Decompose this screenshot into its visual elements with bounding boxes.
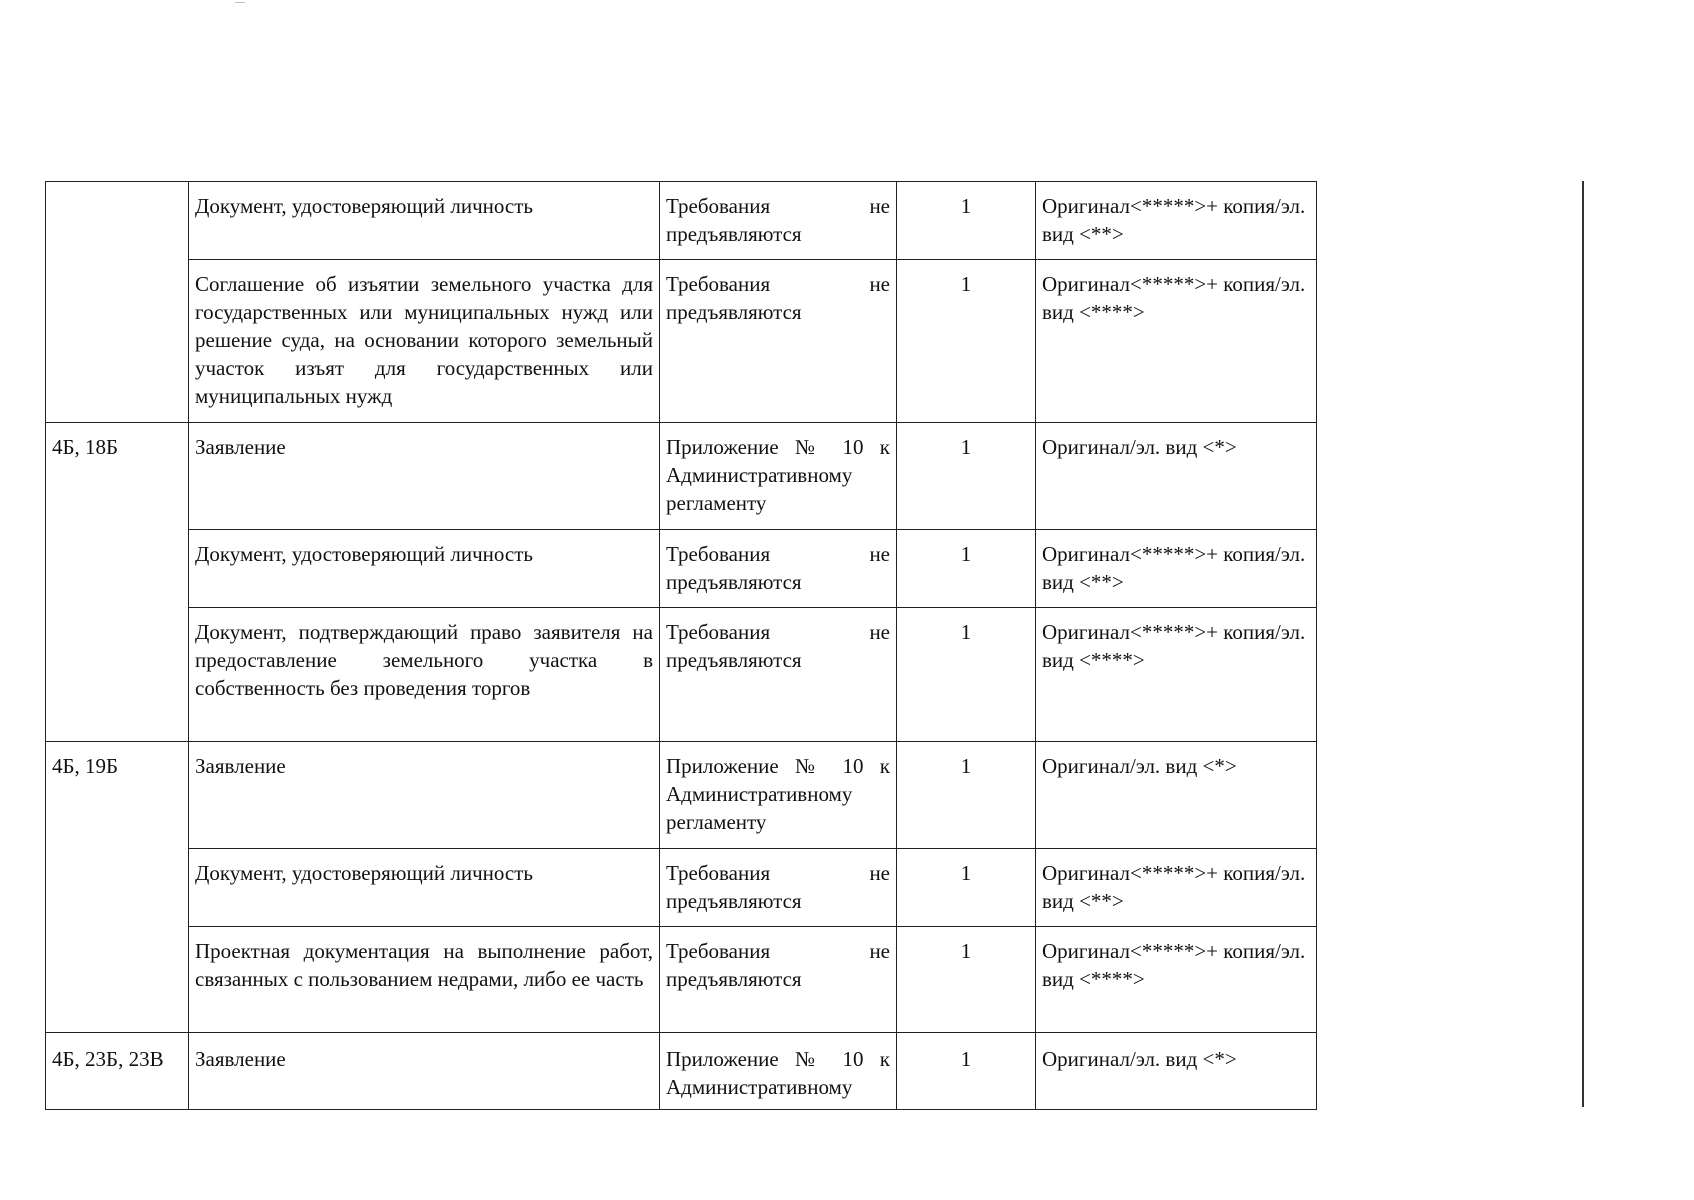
requirements-word: не [869,620,890,644]
requirements-word: не [869,939,890,963]
quantity-cell: 1 [897,260,1036,423]
table-row [46,182,1317,260]
table-row [46,927,1317,1033]
document-name-cell: Заявление [189,423,660,530]
table-row [46,423,1317,530]
requirements-word: предъявляются [666,222,802,246]
requirements-word: не [869,861,890,885]
form-cell: Оригинал/эл. вид <*> [1036,423,1317,530]
document-name-cell: Проектная документация на выполнение работ, связанных с пользованием недрами, либо ее часть [189,927,660,1033]
form-cell: Оригинал<*****>+ копия/эл. вид <****> [1036,608,1317,742]
requirements-cell [660,608,897,742]
requirements-cell: Приложение № 10 к Административному [660,1033,897,1110]
requirements-word: предъявляются [666,570,802,594]
quantity-cell: 1 [897,608,1036,742]
group-code-cell: 4Б, 18Б [46,423,189,742]
margin-rule [1582,181,1584,1107]
table-row [46,608,1317,742]
requirements-cell [660,182,897,260]
requirements-word: не [869,194,890,218]
requirements-word: предъявляются [666,648,802,672]
group-code-cell: 4Б, 23Б, 23В [46,1033,189,1110]
form-cell: Оригинал<*****>+ копия/эл. вид <****> [1036,927,1317,1033]
document-name-cell: Документ, подтверждающий право заявителя на предоставление земельного участка в собственность без проведения торгов [189,608,660,742]
requirements-word: предъявляются [666,300,802,324]
requirements-word: не [869,272,890,296]
requirements-word: Требования [666,939,771,963]
table-row [46,530,1317,608]
quantity-cell: 1 [897,182,1036,260]
form-cell: Оригинал<*****>+ копия/эл. вид <**> [1036,182,1317,260]
requirements-word: предъявляются [666,967,802,991]
quantity-cell: 1 [897,530,1036,608]
document-name-cell: Заявление [189,1033,660,1110]
table-row [46,849,1317,927]
requirements-word: Требования [666,620,771,644]
requirements-cell: Приложение № 10 к Административному регламенту [660,742,897,849]
group-code-cell [46,182,189,423]
document-name-cell: Соглашение об изъятии земельного участка для государственных или муниципальных нужд или решение суда, на основании которого земельный участок изъят для государственных или муниципальных нужд [189,260,660,423]
requirements-cell: Приложение № 10 к Административному регламенту [660,423,897,530]
table-row [46,1033,1317,1110]
document-name-cell: Документ, удостоверяющий личность [189,849,660,927]
quantity-cell: 1 [897,849,1036,927]
requirements-word: Требования [666,861,771,885]
quantity-cell: 1 [897,742,1036,849]
table-row [46,742,1317,849]
requirements-word: предъявляются [666,889,802,913]
document-name-cell: Документ, удостоверяющий личность [189,182,660,260]
requirements-word: Требования [666,542,771,566]
requirements-cell [660,260,897,423]
quantity-cell: 1 [897,927,1036,1033]
requirements-cell [660,927,897,1033]
scan-mark [235,2,245,3]
form-cell: Оригинал<*****>+ копия/эл. вид <****> [1036,260,1317,423]
document-name-cell: Заявление [189,742,660,849]
requirements-word: Требования [666,272,771,296]
requirements-cell [660,530,897,608]
documents-table [45,181,1317,1110]
form-cell: Оригинал<*****>+ копия/эл. вид <**> [1036,849,1317,927]
form-cell: Оригинал/эл. вид <*> [1036,1033,1317,1110]
document-name-cell: Документ, удостоверяющий личность [189,530,660,608]
requirements-word: Требования [666,194,771,218]
requirements-word: не [869,542,890,566]
form-cell: Оригинал/эл. вид <*> [1036,742,1317,849]
requirements-cell [660,849,897,927]
table-row [46,260,1317,423]
form-cell: Оригинал<*****>+ копия/эл. вид <**> [1036,530,1317,608]
quantity-cell: 1 [897,423,1036,530]
group-code-cell: 4Б, 19Б [46,742,189,1033]
quantity-cell: 1 [897,1033,1036,1110]
